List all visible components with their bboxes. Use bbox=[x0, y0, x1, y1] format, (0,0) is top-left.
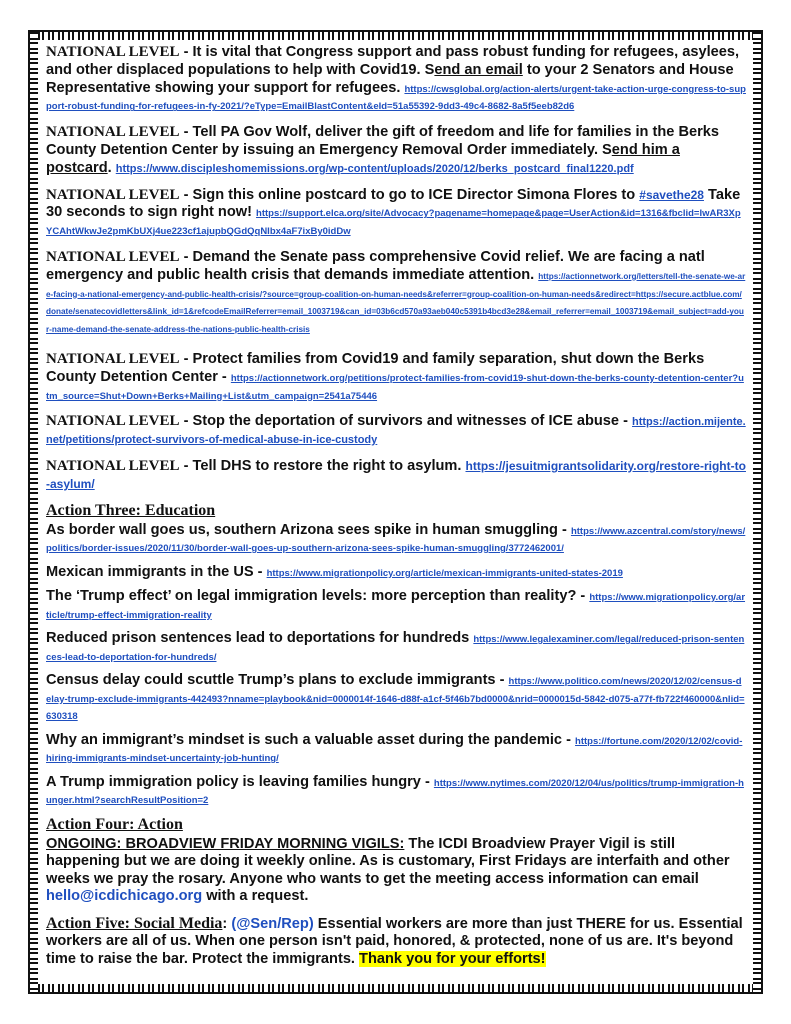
separator: - bbox=[179, 248, 193, 265]
national-item-1 bbox=[46, 43, 746, 115]
url-link[interactable]: https://cwsglobal.org/action-alerts/urgent-take-action-urge-congress-to-support-robust-funding-for-refugees-in-fy-2021/?eType=EmailBlastContent&eId=51a55392-9dd3-49c4-8682-8a5f5eeb82d6 bbox=[46, 83, 746, 113]
item-text: to your 2 Senators and House Representative showing your support for refugees. bbox=[46, 61, 734, 96]
item-text: Tell PA Gov Wolf, deliver the gift of freedom and life for families in the Berks County Detention Center by issuing an Emergency Removal Order immediately. S bbox=[46, 124, 720, 158]
action-three-heading: Action Three: Education bbox=[46, 501, 216, 519]
action-five-heading: Action Five: Social Media bbox=[46, 914, 223, 932]
education-item-5 bbox=[46, 672, 746, 725]
send-postcard-link[interactable]: end him a postcard bbox=[46, 141, 680, 176]
send-email-link[interactable]: end an email bbox=[434, 61, 523, 78]
level-label: NATIONAL LEVEL bbox=[46, 350, 180, 367]
url-link[interactable]: https://www.migrationpolicy.org/article/mexican-immigrants-united-states-2019 bbox=[266, 567, 623, 579]
action-four-heading: Action Four: Action bbox=[46, 815, 183, 833]
item-text: It is vital that Congress support and pass robust funding for refugees, asylees, and other displaced populations to help with Covid19. S bbox=[46, 44, 740, 78]
hashtag-link[interactable]: #savethe28 bbox=[639, 187, 704, 202]
social-body: Essential workers are more than just THERE for us. Essential workers are all of us. When one person isn't paid, honored, & protected, none of us are. It's beyond time to raise the bar. Protect the immigrants. bbox=[46, 915, 743, 967]
url-link[interactable]: https://www.azcentral.com/story/news/politics/border-issues/2020/11/30/border-wall-goes-up-southern-arizona-sees-spike-human-smuggling/3772462001/ bbox=[46, 525, 746, 555]
education-item-1 bbox=[46, 522, 746, 557]
level-label: NATIONAL LEVEL bbox=[46, 413, 180, 430]
url-link[interactable]: https://www.discipleshomemissions.org/wp-content/uploads/2020/12/berks_postcard_final1220.pdf bbox=[115, 162, 634, 175]
separator: - bbox=[179, 124, 193, 141]
url-link[interactable]: https://www.politico.com/news/2020/12/02/census-delay-trump-exclude-immigrants-442493?nname=playbook&nid=0000014f-1646-d88f-a1cf-5f46b7bd0000&nrid=0000015d-5842-d075-a77f-fb722f460000&nlid=630318 bbox=[46, 676, 745, 723]
article-title: Why an immigrant’s mindset is such a valuable asset during the pandemic - bbox=[46, 731, 576, 748]
thanks-highlight: Thank you for your efforts! bbox=[359, 950, 546, 967]
article-title: Census delay could scuttle Trump’s plans to exclude immigrants - bbox=[46, 672, 509, 689]
article-title: Reduced prison sentences lead to deportations for hundreds bbox=[46, 630, 474, 647]
email-link[interactable]: hello@icdichicago.org bbox=[46, 888, 203, 905]
separator: - bbox=[179, 413, 193, 430]
social-handle: (@Sen/Rep) bbox=[231, 915, 314, 932]
national-item-3 bbox=[46, 186, 746, 240]
vigil-lead: ONGOING: BROADVIEW FRIDAY MORNING VIGILS: bbox=[46, 835, 405, 852]
national-item-7 bbox=[46, 457, 746, 494]
separator: - bbox=[179, 186, 193, 203]
vigil-body: The ICDI Broadview Prayer Vigil is still happening but we are doing it weekly online. As is customary, First Fridays are interfaith and other weeks we pray the rosary. Anyone who wants to get the meeting access information can email bbox=[46, 835, 730, 887]
education-item-6 bbox=[46, 732, 746, 767]
item-text: Demand the Senate pass comprehensive Covid relief. We are facing a natl emergency and public health crisis that demands immediate attention. bbox=[46, 248, 705, 283]
level-label: NATIONAL LEVEL bbox=[46, 457, 180, 474]
level-label: NATIONAL LEVEL bbox=[46, 44, 180, 60]
url-link[interactable]: https://jesuitmigrantsolidarity.org/restore-right-to-asylum/ bbox=[46, 458, 746, 491]
social-media-paragraph bbox=[46, 914, 746, 969]
url-link[interactable]: https://www.legalexaminer.com/legal/reduced-prison-sentences-lead-to-deportation-for-hundreds/ bbox=[46, 634, 745, 663]
article-title: Mexican immigrants in the US - bbox=[46, 563, 267, 580]
url-link[interactable]: https://actionnetwork.org/petitions/protect-families-from-covid19-shut-down-the-berks-county-detention-center?utm_source=Shut+Down+Berks+Mailing+List&utm_campaign=2541a75446 bbox=[46, 372, 744, 402]
item-text: Take 30 seconds to sign right now! bbox=[46, 186, 741, 221]
separator: - bbox=[179, 350, 193, 367]
national-item-4 bbox=[46, 248, 746, 338]
item-text: Stop the deportation of survivors and witnesses of ICE abuse - bbox=[192, 413, 633, 430]
level-label: NATIONAL LEVEL bbox=[46, 186, 180, 203]
separator: : bbox=[222, 915, 232, 932]
separator: - bbox=[179, 457, 193, 474]
separator: - bbox=[179, 44, 193, 60]
national-item-6 bbox=[46, 412, 746, 449]
url-link[interactable]: https://actionnetwork.org/letters/tell-the-senate-we-are-facing-a-national-emergency-and-public-health-crisis/?source=group-coalition-on-human-needs&referrer=group-coalition-on-human-needs&redirect=https://secure.actblue.com/donate/senatecovidletters&link_id=1&refcodeEmailReferrer=email_1003719&can_id=03b6cd570a93aeb040c5391b4bcd3e28&email_referrer=email_1003719&email_subject=add-your-name-demand-the-senate-address-the-nations-public-health-crisis bbox=[46, 271, 746, 335]
page-content bbox=[46, 43, 746, 975]
education-item-7 bbox=[46, 774, 746, 809]
url-link[interactable]: https://support.elca.org/site/Advocacy?pagename=homepage&page=UserAction&id=1316&fbclid=IwAR3XpYCAhtWkwJe2pmKbUXj4ue223cf1ajupbQGdQqNIbx4aF7ixBy0idDw bbox=[46, 208, 741, 238]
vigil-paragraph bbox=[46, 836, 746, 906]
item-text: Sign this online postcard to go to ICE Director Simona Flores to bbox=[192, 186, 640, 203]
education-item-2 bbox=[46, 564, 746, 582]
url-link[interactable]: https://action.mijente.net/petitions/protect-survivors-of-medical-abuse-in-ice-custody bbox=[46, 416, 746, 447]
item-text: Tell DHS to restore the right to asylum. bbox=[192, 457, 466, 474]
level-label: NATIONAL LEVEL bbox=[46, 124, 180, 141]
url-link[interactable]: https://www.nytimes.com/2020/12/04/us/politics/trump-immigration-hunger.html?searchResultPosition=2 bbox=[46, 777, 744, 807]
article-title: As border wall goes us, southern Arizona sees spike in human smuggling - bbox=[46, 521, 571, 538]
item-text: Protect families from Covid19 and family separation, shut down the Berks County Detention Center - bbox=[46, 350, 705, 385]
vigil-tail: with a request. bbox=[202, 888, 309, 905]
article-title: The ‘Trump effect’ on legal immigration levels: more perception than reality? - bbox=[46, 588, 590, 605]
national-item-5 bbox=[46, 350, 746, 404]
url-link[interactable]: https://fortune.com/2020/12/02/covid-hiring-immigrants-mindset-uncertainty-job-hunting/ bbox=[46, 735, 743, 765]
item-text: . bbox=[107, 159, 116, 176]
article-title: A Trump immigration policy is leaving families hungry - bbox=[46, 773, 434, 790]
national-item-2 bbox=[46, 123, 746, 177]
level-label: NATIONAL LEVEL bbox=[46, 248, 180, 265]
education-item-3 bbox=[46, 588, 746, 623]
education-item-4 bbox=[46, 630, 746, 665]
url-link[interactable]: https://www.migrationpolicy.org/article/trump-effect-immigration-reality bbox=[46, 592, 746, 621]
